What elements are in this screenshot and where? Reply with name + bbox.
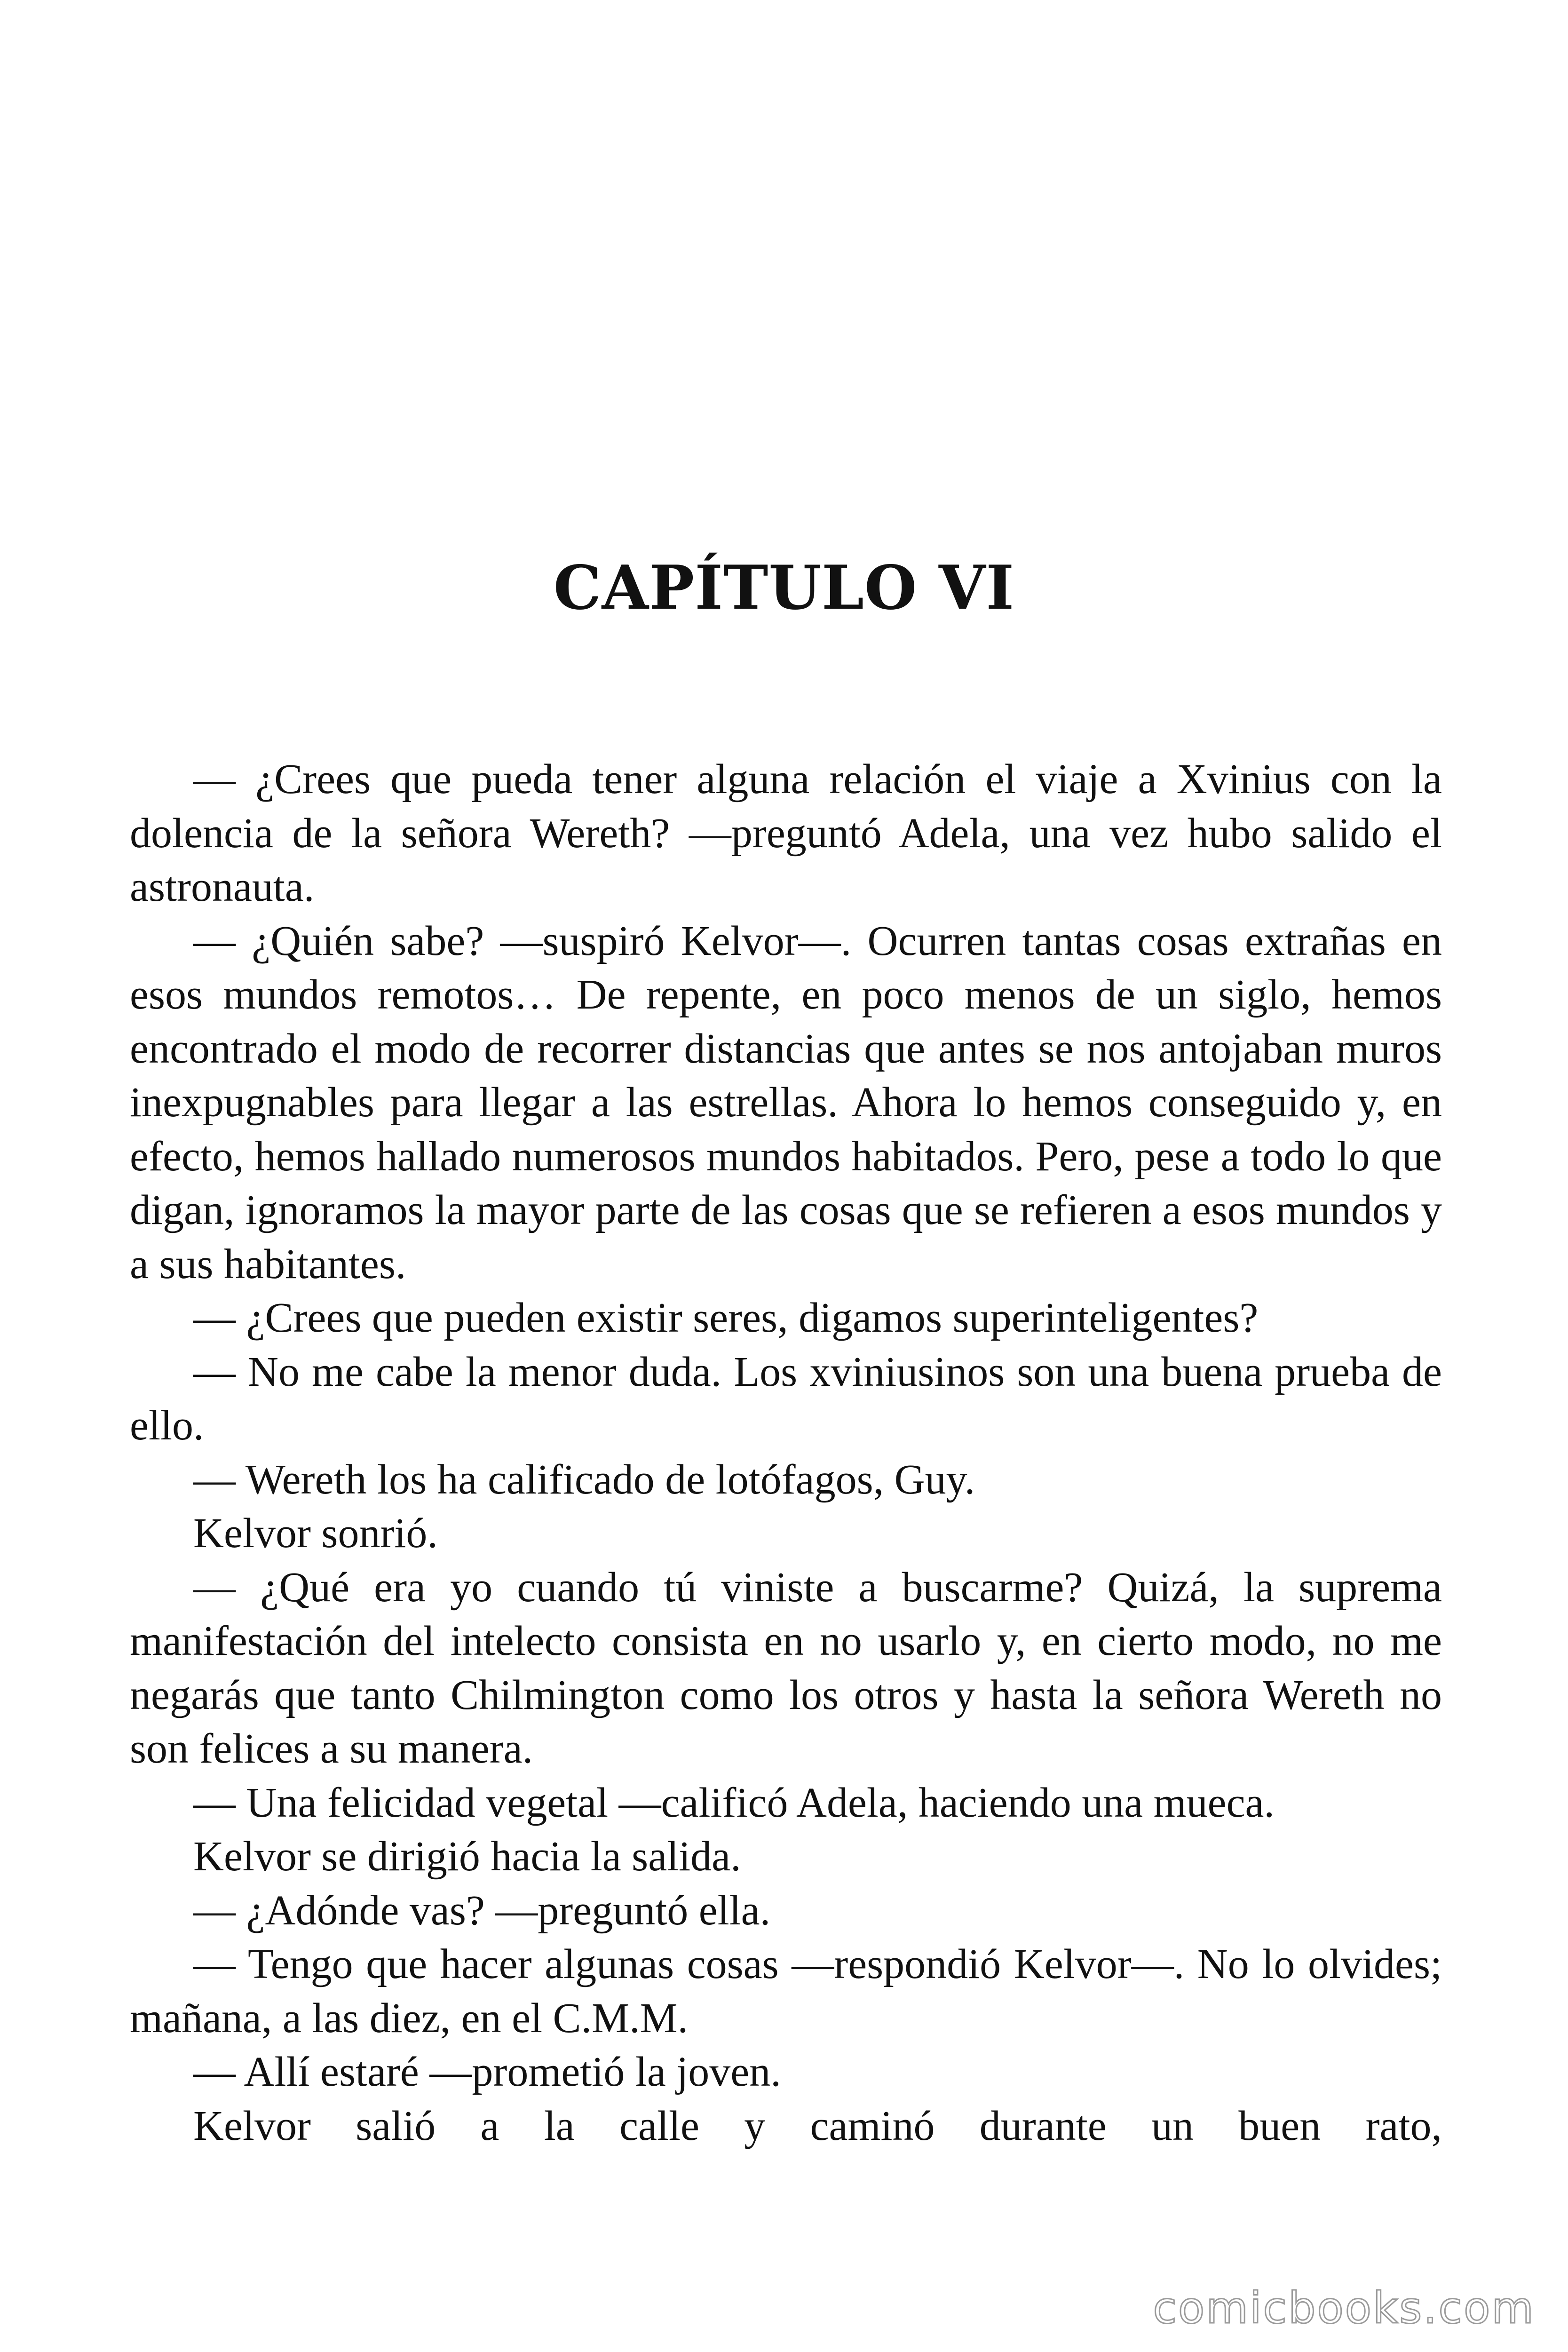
paragraph: Kelvor sonrió. <box>193 1510 438 1557</box>
paragraph: Kelvor se dirigió hacia la salida. <box>193 1833 741 1880</box>
paragraph: — Una felicidad vegetal —calificó Adela, haciendo una mueca. <box>193 1779 1275 1826</box>
paragraph: — ¿Qué era yo cuando tú viniste a buscarme? Quizá, la suprema manifestación del intelecto consista en no usarlo y, en cierto modo, no me negarás que tanto Chilmington como los otros y hasta la señora Wereth no son felices a su manera. <box>130 1564 1442 1772</box>
paragraph: — ¿Crees que pueda tener alguna relación el viaje a Xvinius con la dolencia de la señora Wereth? —preguntó Adela, una vez hubo salido el astronauta. <box>130 756 1442 910</box>
paragraph: — ¿Crees que pueden existir seres, digamos superinteligentes? <box>193 1295 1259 1341</box>
watermark: comicbooks.com <box>1153 2283 1535 2333</box>
paragraph: — Tengo que hacer algunas cosas —respondió Kelvor—. No lo olvides; mañana, a las diez, en el C.M.M. <box>130 1941 1442 2042</box>
paragraph: — ¿Adónde vas? —preguntó ella. <box>193 1887 771 1934</box>
chapter-body <box>130 753 1442 2153</box>
paragraph: Kelvor salió a la calle y caminó durante un buen rato, <box>193 2102 1442 2149</box>
paragraph: — ¿Quién sabe? —suspiró Kelvor—. Ocurren tantas cosas extrañas en esos mundos remotos… De repente, en poco menos de un siglo, hemos encontrado el modo de recorrer distancias que antes se nos antojaban muros inexpugnables para llegar a las estrellas. Ahora lo hemos conseguido y, en efecto, hemos hallado numerosos mundos habitados. Pero, pese a todo lo que digan, ignoramos la mayor parte de las cosas que se refieren a esos mundos y a sus habitantes. <box>130 917 1442 1287</box>
paragraph: — No me cabe la menor duda. Los xviniusinos son una buena prueba de ello. <box>130 1348 1442 1449</box>
chapter-title: CAPÍTULO VI <box>553 553 1015 623</box>
paragraph: — Wereth los ha calificado de lotófagos, Guy. <box>193 1456 975 1503</box>
paragraph: — Allí estaré —prometió la joven. <box>193 2049 781 2095</box>
